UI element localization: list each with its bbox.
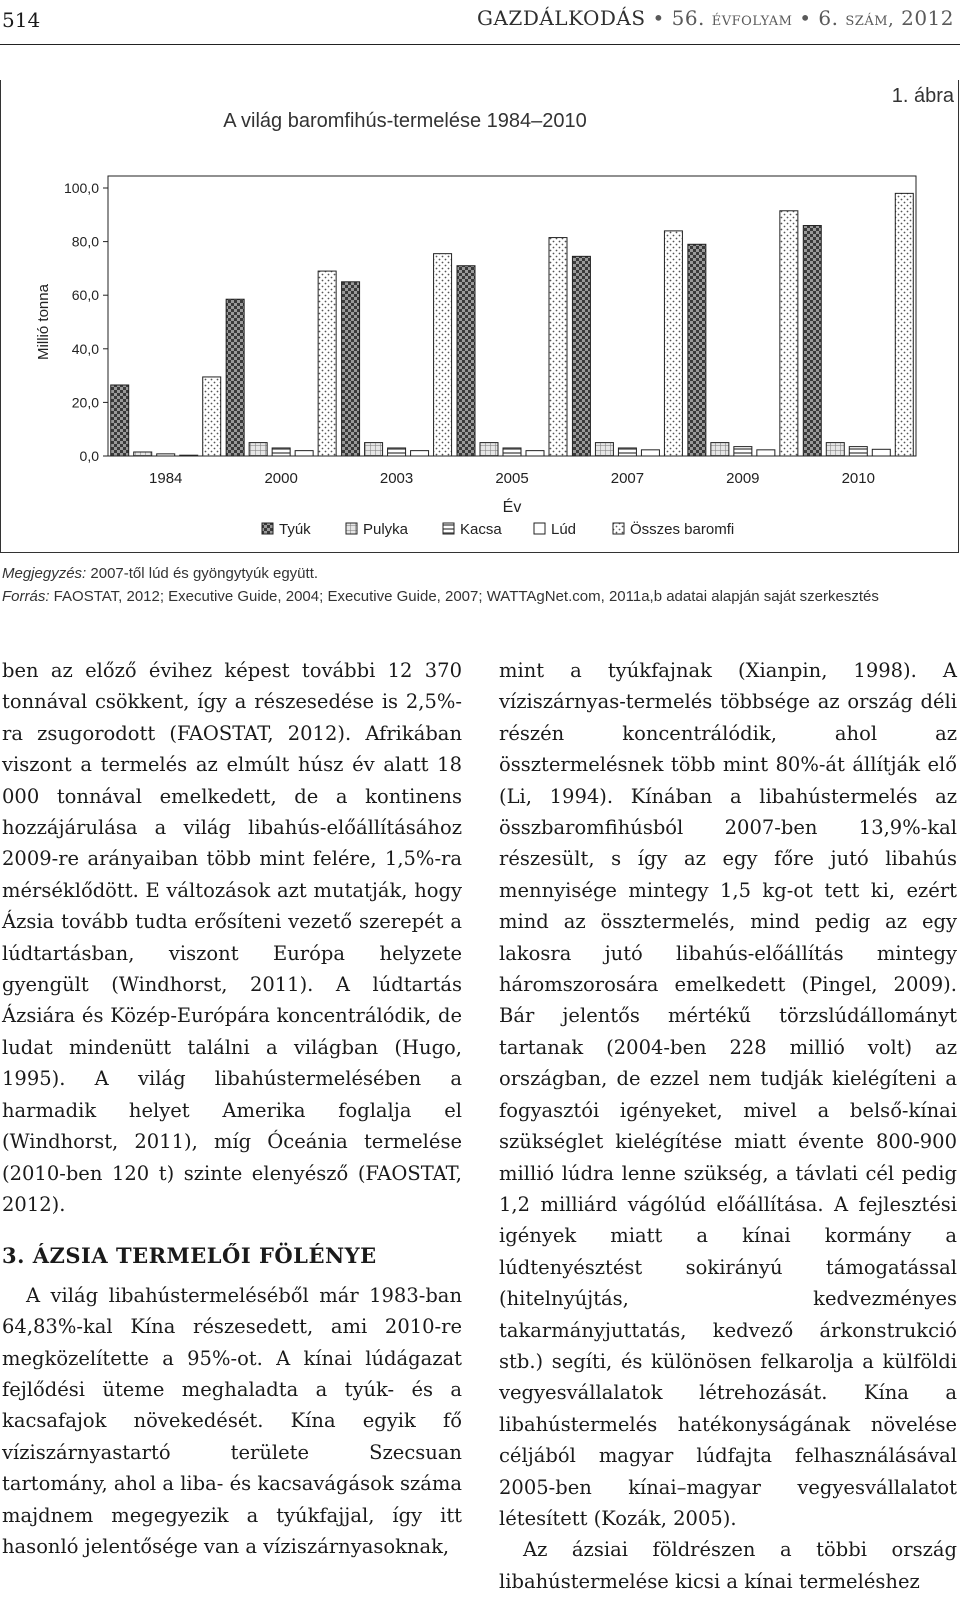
bar xyxy=(664,231,682,456)
bar xyxy=(849,447,867,456)
bar xyxy=(480,443,498,456)
figure-source xyxy=(2,588,879,605)
x-tick-label: 2010 xyxy=(841,470,875,487)
x-tick-label: 2003 xyxy=(379,470,414,487)
bar xyxy=(203,377,221,456)
bar xyxy=(411,451,429,456)
bar xyxy=(734,447,752,456)
x-axis xyxy=(149,470,875,516)
volume-label: évfolyam xyxy=(711,9,793,30)
source-text: FAOSTAT, 2012; Executive Guide, 2004; Executive Guide, 2007; WATTAgNet.com, 2011a,b adatai alapján saját szerkesztés xyxy=(49,588,879,605)
bar xyxy=(388,448,406,456)
figure-label: 1. ábra xyxy=(891,85,954,107)
legend-label: Lúd xyxy=(551,521,577,538)
legend-swatch xyxy=(613,523,624,534)
bar xyxy=(826,443,844,456)
legend-swatch xyxy=(443,523,454,534)
volume-number: 56. xyxy=(671,6,705,30)
bar xyxy=(688,244,706,456)
legend-swatch xyxy=(346,523,357,534)
y-axis xyxy=(35,180,108,464)
paragraph: Az ázsiai földrészen a többi ország libahústermelése kicsi a kínai termeléshez xyxy=(499,1538,957,1593)
section-heading: 3. ÁZSIA TERMELŐI FÖLÉNYE xyxy=(2,1243,377,1269)
bar xyxy=(549,238,567,456)
issue-label: szám, xyxy=(845,9,895,30)
bar xyxy=(295,451,313,456)
x-axis-label: Év xyxy=(502,499,522,516)
y-tick-label: 40,0 xyxy=(71,340,99,357)
issue-number: 6. xyxy=(818,6,839,30)
bar xyxy=(180,455,198,456)
bar xyxy=(434,254,452,456)
bar xyxy=(572,256,590,456)
bar xyxy=(872,449,890,456)
figure-note xyxy=(2,565,318,582)
bar xyxy=(895,193,913,456)
x-tick-label: 2007 xyxy=(610,470,645,487)
note-text: 2007-től lúd és gyöngytyúk együtt. xyxy=(86,565,319,582)
legend-label: Összes baromfi xyxy=(630,521,735,538)
separator-dot: • xyxy=(652,6,665,30)
bar xyxy=(780,211,798,456)
bar xyxy=(226,299,244,456)
source-label: Forrás: xyxy=(2,588,50,605)
bar xyxy=(134,452,152,456)
legend-swatch xyxy=(534,523,545,534)
bar xyxy=(365,443,383,456)
x-tick-label: 2000 xyxy=(264,470,298,487)
legend-swatch xyxy=(262,523,273,534)
paragraph: mint a tyúkfajnak (Xianpin, 1998). A víziszárnyas-termelés többsége az ország déli részén koncentrálódik, ahol az össztermelésnek több mint 80%-át állítják elő (Li, 1994). Kínában a libahústermelés az összbaromfihúsból 2007-ben 13,9%-kal részesült, s így az egy főre jutó libahús mennyisége mintegy 1,5 kg-ot tett ki, ezért mind az össztermelés, mind pedig az egy lakosra jutó libahús-előállítás mintegy háromszorosára emelkedett (Pingel, 2009). Bár jelentős mértékű törzslúdállományt tartanak (2004-ben 228 millió volt) az országban, de ezzel nem tudják kielégíteni a fogyasztói igényeket, mivel a belső-kínai szükséglet kielégítése miatt évente 800-900 millió lúdra lenne szükség, a távlati cél pedig 1,2 milliárd vágólúd előállítása. A fejlesztési igények miatt a kínai kormány a lúdtenyésztést sokirányú támogatással (hitelnyújtás, kedvezményes takarmányjuttatás, kedvező árkonstrukció stb.) segíti, és különösen felkarolja a külföldi vegyesvállalatok létrehozását. Kína a libahústermelés hatékonyságának növelése céljából magyar lúdfajta felhasználásával 2005-ben kínai–magyar vegyesvállalatot létesített (Kozák, 2005). xyxy=(499,659,957,1530)
y-tick-label: 80,0 xyxy=(71,233,99,250)
legend-label: Pulyka xyxy=(363,521,409,538)
bar xyxy=(595,443,613,456)
bar xyxy=(272,448,290,456)
bar xyxy=(111,385,129,456)
bar xyxy=(457,266,475,456)
bar xyxy=(157,454,175,456)
journal-name: GAZDÁLKODÁS xyxy=(477,6,646,30)
chart-title: A világ baromfihús-termelése 1984–2010 xyxy=(223,110,587,132)
bar xyxy=(526,451,544,456)
note-label: Megjegyzés: xyxy=(2,565,87,582)
legend xyxy=(262,520,734,538)
y-tick-label: 0,0 xyxy=(79,448,99,464)
y-axis-label: Millió tonna xyxy=(35,284,52,360)
year: 2012 xyxy=(901,6,954,30)
separator-dot: • xyxy=(799,6,812,30)
bar xyxy=(503,448,521,456)
right-column xyxy=(499,655,957,1597)
bar xyxy=(249,443,267,456)
bar xyxy=(711,443,729,456)
paragraph: ben az előző évihez képest további 12 370 tonnával csökkent, így a részesedése is 2,5%-ra zsugorodott (FAOSTAT, 2012). Afrikában viszont a termelés az elmúlt húsz év alatt 18 000 tonnával emelkedett, de a kontinens hozzájárulása a világ libahús-előállításához 2009-re arányaiban több mint felére, 1,5%-ra mérséklődött. E változások azt mutatják, hogy Ázsia tovább tudta erősíteni vezető szerepét a lúdtartásban, viszont Európa helyzete gyengült (Windhorst, 2011). A lúdtartás Ázsiára és Közép-Európára koncentrálódik, de ludat mindenütt találni a világban (Hugo, 1995). A világ libahústermelésében a harmadik helyet Amerika foglalja el (Windhorst, 2011), míg Óceánia termelése (2010-ben 120 t) szinte elenyésző (FAOSTAT, 2012). xyxy=(2,659,462,1216)
chart xyxy=(0,0,960,560)
paragraph: A világ libahústermeléséből már 1983-ban 64,83%-kal Kína részesedett, ami 2010-re megközelítette a 95%-ot. A kínai lúdágazat fejlődési üteme meghaladta a tyúk- és a kacsafajok növekedését. Kína egyik fő víziszárnyastartó területe Szecsuan tartomány, ahol a liba- és kacsavágások száma majdnem megegyezik a tyúkfajjal, így itt hasonló jelentősége van a víziszárnyasoknak, xyxy=(2,1283,462,1558)
y-tick-label: 60,0 xyxy=(71,287,99,304)
bar xyxy=(803,226,821,456)
x-tick-label: 2009 xyxy=(726,470,760,487)
x-tick-label: 1984 xyxy=(149,470,183,487)
bar xyxy=(757,450,775,456)
page-number: 514 xyxy=(2,8,41,32)
legend-label: Kacsa xyxy=(460,521,502,538)
bar xyxy=(641,450,659,456)
bar xyxy=(618,448,636,456)
legend-label: Tyúk xyxy=(279,521,311,538)
bar xyxy=(342,282,360,456)
x-tick-label: 2005 xyxy=(495,470,529,487)
y-tick-label: 20,0 xyxy=(71,394,99,411)
bar xyxy=(318,271,336,456)
left-column xyxy=(2,655,462,1562)
y-tick-label: 100,0 xyxy=(63,180,99,196)
